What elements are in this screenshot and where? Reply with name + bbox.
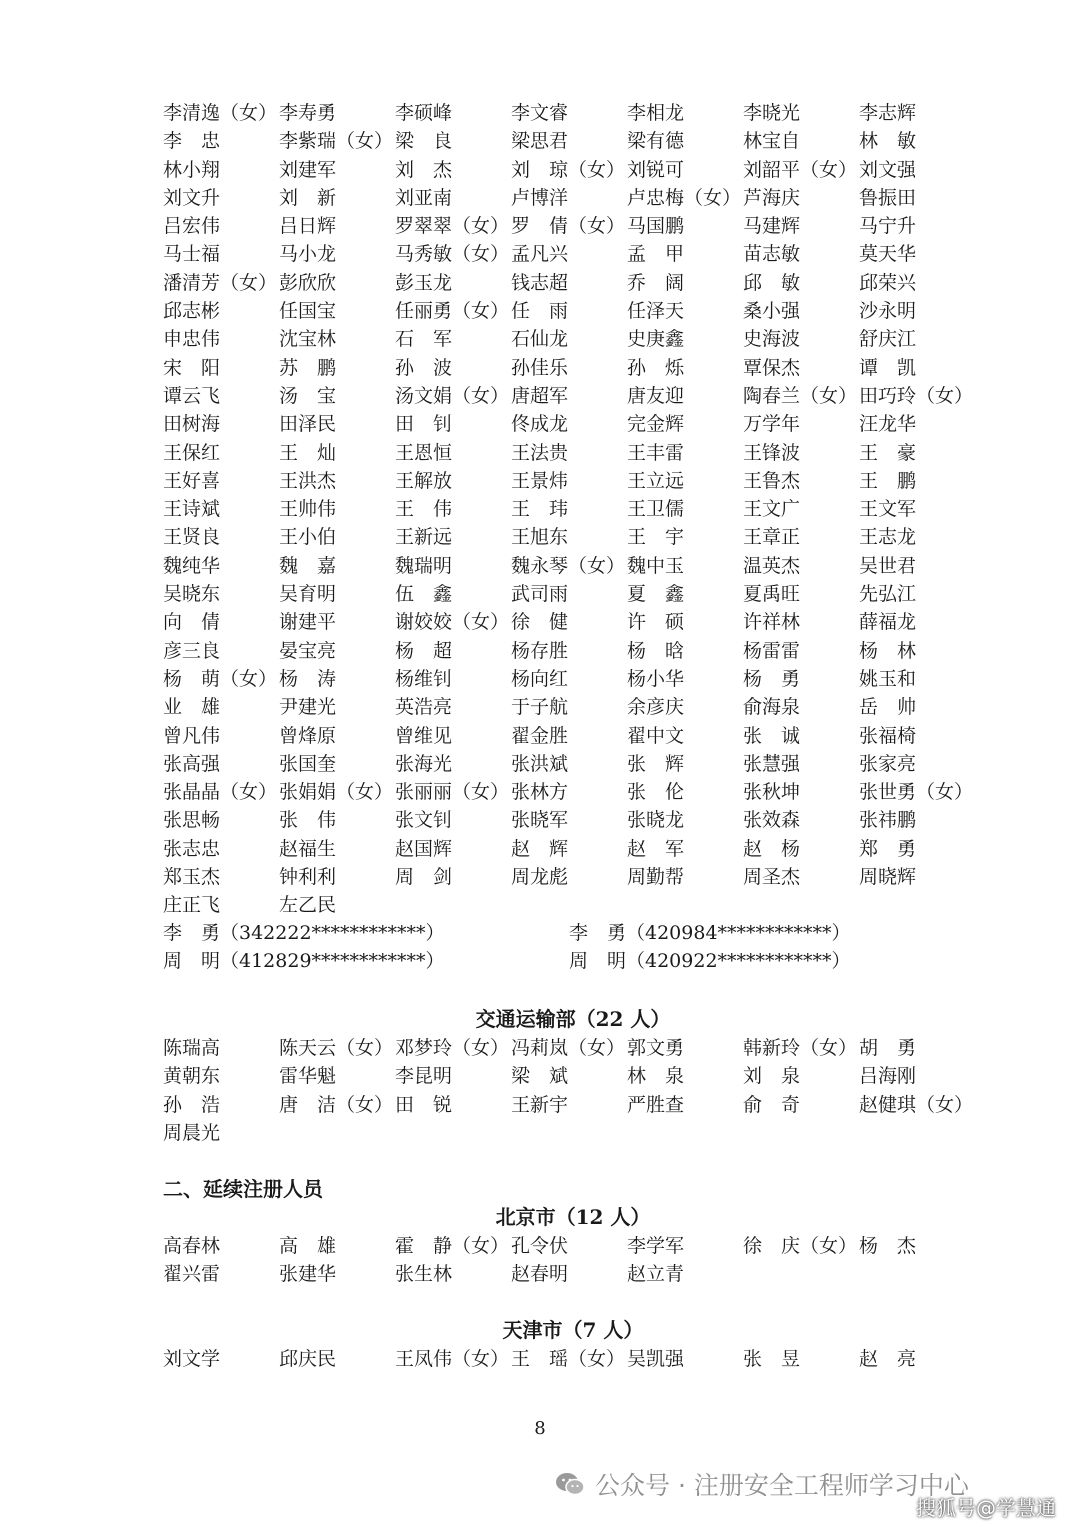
person-name: 田巧玲（女） — [859, 384, 974, 407]
person-name: 吕海刚 — [859, 1065, 917, 1088]
part-two-title: 二、延续注册人员 — [163, 1177, 323, 1201]
name-row — [163, 1119, 983, 1147]
person-name: 张晓军 — [511, 809, 569, 832]
person-name: 俞 奇 — [743, 1093, 801, 1116]
person-name: 王洪杰 — [279, 469, 337, 492]
person-name: 赵 亮 — [859, 1348, 917, 1370]
person-name: 王丰雷 — [627, 441, 685, 464]
person-name: 唐 洁（女） — [279, 1093, 394, 1116]
person-name: 钟利利 — [279, 866, 337, 889]
name-table-tianjin — [163, 1345, 983, 1373]
person-name: 孙 波 — [395, 356, 453, 379]
person-name: 彦三良 — [163, 639, 221, 662]
person-name: 王 灿 — [279, 441, 337, 464]
name-row — [163, 891, 983, 919]
person-name: 姚玉和 — [859, 667, 917, 690]
name-row — [163, 212, 983, 240]
person-name: 尹建光 — [279, 696, 337, 719]
person-name: 左乙民 — [279, 894, 337, 917]
watermark-text: 公众号 · 注册安全工程师学习中心 — [595, 1471, 969, 1500]
person-name: 任国宝 — [279, 300, 337, 323]
name-row — [163, 580, 983, 608]
person-name: 薛福龙 — [859, 611, 917, 634]
person-name: 高 雄 — [279, 1235, 337, 1257]
person-name: 赵 杨 — [743, 837, 801, 860]
name-row — [163, 1232, 983, 1260]
person-name: 邱 敏 — [743, 271, 801, 294]
name-row — [163, 495, 983, 523]
person-name: 刘 泉 — [743, 1065, 801, 1088]
section-title-transport: 交通运输部（22 人） — [475, 1007, 671, 1031]
person-name: 张 诚 — [743, 724, 801, 747]
person-name: 田 钊 — [395, 413, 453, 436]
person-name: 黄朝东 — [163, 1065, 221, 1088]
person-name: 魏 嘉 — [279, 554, 337, 577]
name-row — [163, 665, 983, 693]
name-row — [163, 269, 983, 297]
person-name: 胡 勇 — [859, 1037, 917, 1059]
name-row — [163, 410, 983, 438]
id-name-row — [163, 919, 983, 947]
name-row — [163, 750, 983, 778]
person-name: 李志辉 — [859, 102, 917, 124]
person-name: 杨小华 — [627, 667, 685, 690]
person-name: 陈瑞高 — [163, 1037, 221, 1059]
person-name: 李晓光 — [743, 102, 801, 124]
person-name: 任丽勇（女） — [395, 300, 510, 323]
person-name: 王恩恒 — [395, 441, 453, 464]
name-row — [163, 297, 983, 325]
person-name: 莫天华 — [859, 243, 917, 266]
person-name: 许祥林 — [743, 611, 801, 634]
person-name: 邱庆民 — [279, 1348, 337, 1370]
person-name: 吴凯强 — [627, 1348, 685, 1370]
person-name: 石仙龙 — [511, 328, 569, 351]
person-name: 伍 鑫 — [395, 583, 453, 606]
person-name: 吴育明 — [279, 583, 337, 606]
person-name: 潘清芳（女） — [163, 271, 278, 294]
person-name: 宋 阳 — [163, 356, 221, 379]
person-name: 严胜查 — [627, 1093, 685, 1116]
person-name: 张林方 — [511, 781, 569, 804]
name-row — [163, 778, 983, 806]
person-name: 翟兴雷 — [163, 1263, 221, 1286]
person-name: 刘 新 — [279, 186, 337, 209]
name-row — [163, 608, 983, 636]
person-name: 陶春兰（女） — [743, 384, 858, 407]
person-name: 曾维见 — [395, 724, 453, 747]
person-name: 林 敏 — [859, 130, 917, 153]
person-name: 赵春明 — [511, 1263, 569, 1286]
name-row — [163, 693, 983, 721]
person-name: 罗翠翠（女） — [395, 215, 510, 238]
person-name: 向 倩 — [163, 611, 221, 634]
wechat-icon — [555, 1471, 585, 1497]
person-name: 杨 林 — [859, 639, 917, 662]
person-name: 梁 斌 — [511, 1065, 569, 1088]
person-name: 雷华魁 — [279, 1065, 337, 1088]
person-name: 张晓龙 — [627, 809, 685, 832]
person-name: 周晓辉 — [859, 866, 917, 889]
person-name: 翟金胜 — [511, 724, 569, 747]
person-name: 王新远 — [395, 526, 453, 549]
person-name: 李相龙 — [627, 102, 685, 124]
name-row — [163, 722, 983, 750]
person-name: 李寿勇 — [279, 102, 337, 124]
person-name: 赵 辉 — [511, 837, 569, 860]
name-row — [163, 1062, 983, 1090]
person-name: 张志忠 — [163, 837, 221, 860]
person-name: 芦海庆 — [743, 186, 801, 209]
person-name: 徐 健 — [511, 611, 569, 634]
person-name: 庄正飞 — [163, 894, 221, 917]
person-name: 先弘江 — [859, 583, 917, 606]
person-name: 杨雷雷 — [743, 639, 801, 662]
person-name: 曾烽原 — [279, 724, 337, 747]
person-name: 马小龙 — [279, 243, 337, 266]
person-name: 吕宏伟 — [163, 215, 221, 238]
name-row — [163, 1345, 983, 1373]
person-name: 王章正 — [743, 526, 801, 549]
name-row — [163, 523, 983, 551]
person-name: 张秋坤 — [743, 781, 801, 804]
person-name: 王锋波 — [743, 441, 801, 464]
person-name: 史庚鑫 — [627, 328, 685, 351]
person-name: 周晨光 — [163, 1121, 221, 1144]
person-name: 彭欣欣 — [279, 271, 337, 294]
name-table-id — [163, 919, 983, 976]
person-name: 周 剑 — [395, 866, 453, 889]
person-name: 孟 甲 — [627, 243, 685, 266]
person-name: 张建华 — [279, 1263, 337, 1286]
person-name: 王保红 — [163, 441, 221, 464]
watermark — [555, 1466, 969, 1502]
name-table-main — [163, 99, 983, 920]
person-name: 武司雨 — [511, 583, 569, 606]
person-name: 李 忠 — [163, 130, 221, 153]
person-name: 杨 杰 — [859, 1235, 917, 1257]
person-name: 王小伯 — [279, 526, 337, 549]
person-name-with-id: 周 明（412829************） — [163, 950, 445, 973]
beijing-section — [163, 1202, 983, 1289]
name-row — [163, 325, 983, 353]
person-name: 张 辉 — [627, 752, 685, 775]
transport-section — [163, 1004, 983, 1147]
person-name: 张海光 — [395, 752, 453, 775]
person-name: 李学军 — [627, 1235, 685, 1257]
person-name: 王凤伟（女） — [395, 1348, 510, 1370]
person-name: 王帅伟 — [279, 498, 337, 521]
person-name: 梁 良 — [395, 130, 453, 153]
person-name: 温英杰 — [743, 554, 801, 577]
person-name: 杨 萌（女） — [163, 667, 278, 690]
person-name: 佟成龙 — [511, 413, 569, 436]
person-name: 魏瑞明 — [395, 554, 453, 577]
person-name: 王法贵 — [511, 441, 569, 464]
person-name: 杨存胜 — [511, 639, 569, 662]
person-name: 沈宝林 — [279, 328, 337, 351]
person-name: 邓梦玲（女） — [395, 1037, 510, 1059]
person-name: 余彦庆 — [627, 696, 685, 719]
tianjin-section — [163, 1315, 983, 1373]
person-name: 于子航 — [511, 696, 569, 719]
person-name: 刘文升 — [163, 186, 221, 209]
person-name: 任 雨 — [511, 300, 569, 323]
name-row — [163, 863, 983, 891]
person-name: 许 硕 — [627, 611, 685, 634]
person-name: 李硕峰 — [395, 102, 453, 124]
person-name: 李清逸（女） — [163, 102, 278, 124]
name-row — [163, 354, 983, 382]
person-name: 张效森 — [743, 809, 801, 832]
person-name: 张文钊 — [395, 809, 453, 832]
person-name: 马宁升 — [859, 215, 917, 238]
person-name: 王新宇 — [511, 1093, 569, 1116]
person-name: 田树海 — [163, 413, 221, 436]
person-name: 刘 杰 — [395, 158, 453, 181]
person-name: 王文军 — [859, 498, 917, 521]
person-name: 王好喜 — [163, 469, 221, 492]
person-name: 杨维钊 — [395, 667, 453, 690]
person-name: 李紫瑞（女） — [279, 130, 394, 153]
person-name: 赵国辉 — [395, 837, 453, 860]
person-name: 刘锐可 — [627, 158, 685, 181]
person-name: 霍 静（女） — [395, 1235, 510, 1257]
person-name: 梁思君 — [511, 130, 569, 153]
name-row — [163, 156, 983, 184]
person-name: 王解放 — [395, 469, 453, 492]
person-name: 孔令伏 — [511, 1235, 569, 1257]
person-name: 吴晓东 — [163, 583, 221, 606]
person-name: 苗志敏 — [743, 243, 801, 266]
person-name: 曾凡伟 — [163, 724, 221, 747]
name-row — [163, 240, 983, 268]
person-name: 任泽天 — [627, 300, 685, 323]
person-name: 邱荣兴 — [859, 271, 917, 294]
person-name: 完金辉 — [627, 413, 685, 436]
person-name: 夏禹旺 — [743, 583, 801, 606]
person-name: 杨 晗 — [627, 639, 685, 662]
person-name: 刘文学 — [163, 1348, 221, 1370]
person-name: 吴世君 — [859, 554, 917, 577]
person-name: 王鲁杰 — [743, 469, 801, 492]
person-name: 万学年 — [743, 413, 801, 436]
person-name: 林宝自 — [743, 130, 801, 153]
name-row — [163, 1260, 983, 1288]
person-name: 王 伟 — [395, 498, 453, 521]
person-name: 罗 倩（女） — [511, 215, 626, 238]
name-row — [163, 1034, 983, 1062]
person-name: 陈天云（女） — [279, 1037, 394, 1059]
person-name: 晏宝亮 — [279, 639, 337, 662]
person-name: 孙佳乐 — [511, 356, 569, 379]
person-name: 张家亮 — [859, 752, 917, 775]
person-name: 汤 宝 — [279, 384, 337, 407]
person-name: 张洪斌 — [511, 752, 569, 775]
person-name: 钱志超 — [511, 271, 569, 294]
person-name: 王贤良 — [163, 526, 221, 549]
person-name: 张福椅 — [859, 724, 917, 747]
name-row — [163, 1091, 983, 1119]
person-name: 谭云飞 — [163, 384, 221, 407]
name-row — [163, 835, 983, 863]
person-name: 汤文娟（女） — [395, 384, 510, 407]
name-row — [163, 467, 983, 495]
person-name: 卢忠梅（女） — [627, 186, 742, 209]
person-name: 舒庆江 — [859, 328, 917, 351]
page-number: 8 — [534, 1418, 546, 1439]
person-name: 魏纯华 — [163, 554, 221, 577]
person-name: 张慧强 — [743, 752, 801, 775]
name-row — [163, 382, 983, 410]
person-name: 彭玉龙 — [395, 271, 453, 294]
person-name: 谭 凯 — [859, 356, 917, 379]
person-name: 田 锐 — [395, 1093, 453, 1116]
person-name: 覃保杰 — [743, 356, 801, 379]
person-name: 张 伟 — [279, 809, 337, 832]
person-name: 翟中文 — [627, 724, 685, 747]
person-name: 乔 阔 — [627, 271, 685, 294]
id-name-row — [163, 947, 983, 975]
person-name: 郑玉杰 — [163, 866, 221, 889]
person-name: 王 瑶（女） — [511, 1348, 626, 1370]
person-name: 张 昱 — [743, 1348, 801, 1370]
person-name: 汪龙华 — [859, 413, 917, 436]
person-name: 唐友迎 — [627, 384, 685, 407]
person-name: 张晶晶（女） — [163, 781, 278, 804]
person-name: 张国奎 — [279, 752, 337, 775]
name-row — [163, 99, 983, 127]
person-name: 邱志彬 — [163, 300, 221, 323]
sohu-watermark: 搜狐号@学慧通 — [916, 1496, 1056, 1520]
person-name: 谢建平 — [279, 611, 337, 634]
person-name: 王志龙 — [859, 526, 917, 549]
name-table-transport — [163, 1034, 983, 1147]
person-name: 郑 勇 — [859, 837, 917, 860]
person-name: 魏中玉 — [627, 554, 685, 577]
person-name: 赵健琪（女） — [859, 1093, 974, 1116]
person-name: 王文广 — [743, 498, 801, 521]
person-name: 唐超军 — [511, 384, 569, 407]
person-name: 李文睿 — [511, 102, 569, 124]
person-name: 杨 超 — [395, 639, 453, 662]
person-name: 赵 军 — [627, 837, 685, 860]
person-name: 沙永明 — [859, 300, 917, 323]
person-name: 鲁振田 — [859, 186, 917, 209]
person-name: 王立远 — [627, 469, 685, 492]
person-name: 孟凡兴 — [511, 243, 569, 266]
person-name: 林小翔 — [163, 158, 221, 181]
person-name: 张思畅 — [163, 809, 221, 832]
person-name: 谢姣姣（女） — [395, 611, 510, 634]
person-name: 王旭东 — [511, 526, 569, 549]
person-name: 郭文勇 — [627, 1037, 685, 1059]
person-name: 王景炜 — [511, 469, 569, 492]
person-name: 徐 庆（女） — [743, 1235, 858, 1257]
person-name: 卢博洋 — [511, 186, 569, 209]
person-name: 刘韶平（女） — [743, 158, 858, 181]
name-row — [163, 184, 983, 212]
person-name: 张世勇（女） — [859, 781, 974, 804]
person-name: 赵福生 — [279, 837, 337, 860]
person-name: 张生林 — [395, 1263, 453, 1286]
person-name: 申忠伟 — [163, 328, 221, 351]
person-name: 张丽丽（女） — [395, 781, 510, 804]
person-name: 石 军 — [395, 328, 453, 351]
person-name: 田泽民 — [279, 413, 337, 436]
name-row — [163, 439, 983, 467]
person-name: 冯莉岚（女） — [511, 1037, 626, 1059]
person-name: 桑小强 — [743, 300, 801, 323]
person-name: 史海波 — [743, 328, 801, 351]
person-name: 周圣杰 — [743, 866, 801, 889]
person-name-with-id: 李 勇（420984************） — [569, 922, 851, 944]
person-name: 周龙彪 — [511, 866, 569, 889]
name-table-beijing — [163, 1232, 983, 1289]
person-name: 孙 浩 — [163, 1093, 221, 1116]
name-row — [163, 552, 983, 580]
person-name: 马建辉 — [743, 215, 801, 238]
person-name: 王卫儒 — [627, 498, 685, 521]
person-name-with-id: 李 勇（342222************） — [163, 922, 445, 944]
person-name: 马秀敏（女） — [395, 243, 510, 266]
person-name: 王 宇 — [627, 526, 685, 549]
person-name: 业 雄 — [163, 696, 221, 719]
person-name: 杨 涛 — [279, 667, 337, 690]
person-name: 赵立青 — [627, 1263, 685, 1286]
person-name: 英浩亮 — [395, 696, 453, 719]
person-name: 吕日辉 — [279, 215, 337, 238]
person-name: 张娟娟（女） — [279, 781, 394, 804]
name-row — [163, 806, 983, 834]
person-name: 梁有德 — [627, 130, 685, 153]
person-name: 王 玮 — [511, 498, 569, 521]
person-name: 王 鹏 — [859, 469, 917, 492]
person-name: 张高强 — [163, 752, 221, 775]
name-row — [163, 127, 983, 155]
person-name: 高春林 — [163, 1235, 221, 1257]
person-name: 孙 烁 — [627, 356, 685, 379]
person-name: 夏 鑫 — [627, 583, 685, 606]
person-name: 马士福 — [163, 243, 221, 266]
person-name: 魏永琴（女） — [511, 554, 626, 577]
section-title-beijing: 北京市（12 人） — [495, 1205, 651, 1229]
person-name-with-id: 周 明（420922************） — [569, 950, 851, 973]
person-name: 刘 琼（女） — [511, 158, 626, 181]
person-name: 杨向红 — [511, 667, 569, 690]
person-name: 周勤帮 — [627, 866, 685, 889]
person-name: 王诗斌 — [163, 498, 221, 521]
person-name: 杨 勇 — [743, 667, 801, 690]
person-name: 马国鹏 — [627, 215, 685, 238]
person-name: 刘亚南 — [395, 186, 453, 209]
person-name: 韩新玲（女） — [743, 1037, 858, 1059]
person-name: 苏 鹏 — [279, 356, 337, 379]
part-two-section — [163, 1174, 983, 1204]
section-title-tianjin: 天津市（7 人） — [502, 1318, 644, 1342]
person-name: 刘建军 — [279, 158, 337, 181]
person-name: 刘文强 — [859, 158, 917, 181]
person-name: 王 豪 — [859, 441, 917, 464]
person-name: 李昆明 — [395, 1065, 453, 1088]
person-name: 林 泉 — [627, 1065, 685, 1088]
person-name: 张祎鹏 — [859, 809, 917, 832]
person-name: 岳 帅 — [859, 696, 917, 719]
person-name: 张 伦 — [627, 781, 685, 804]
name-row — [163, 637, 983, 665]
person-name: 俞海泉 — [743, 696, 801, 719]
